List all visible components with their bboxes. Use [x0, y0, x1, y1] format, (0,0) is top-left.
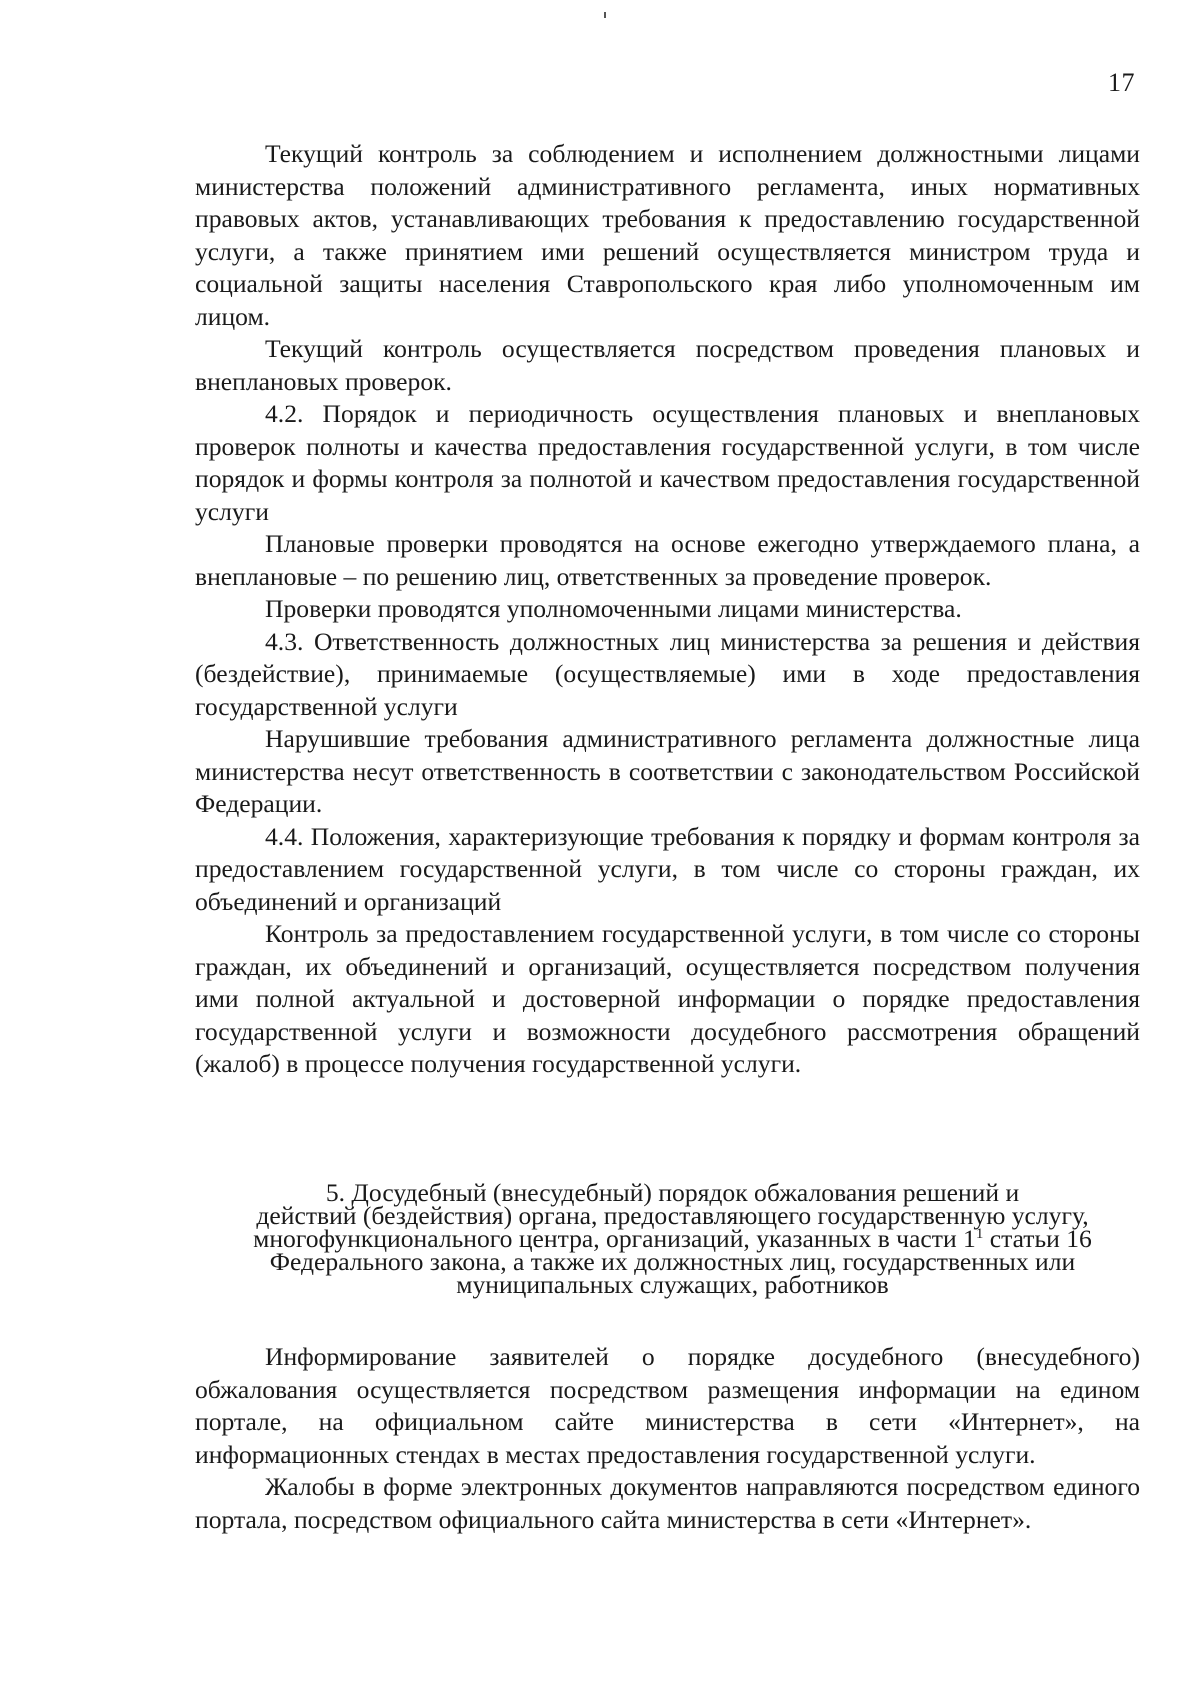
subsection-4-2-title: 4.2. Порядок и периодичность осуществления плановых и внеплановых проверок полноты и качества предоставления государственной услуги, в том числе порядок и формы контроля за полнотой и качеством предоставления государственной услуги: [195, 399, 1140, 526]
paragraph: Нарушившие требования административного регламента должностные лица министерства несут ответственность в соответствии с законодательством Российской Федерации.: [195, 724, 1140, 818]
superscript: 1: [975, 1226, 984, 1242]
heading-line-text: многофункционального центра, организаций, указанных в части 1: [253, 1224, 976, 1253]
subsection-4-3-title: 4.3. Ответственность должностных лиц министерства за решения и действия (бездействие), принимаемые (осуществляемые) ими в ходе предоставления государственной услуги: [195, 626, 1140, 721]
section-5-heading: [195, 1178, 1150, 1299]
heading-line: 5. Досудебный (внесудебный) порядок обжалования решений и: [325, 1178, 1020, 1207]
paragraph: Жалобы в форме электронных документов направляются посредством единого портала, посредством официального сайта министерства в сети «Интернет».: [195, 1472, 1140, 1534]
heading-line: муниципальных служащих, работников: [456, 1270, 889, 1299]
section-5-body: [195, 1341, 1140, 1536]
subsection-4-4-title: 4.4. Положения, характеризующие требования к порядку и формам контроля за предоставлением государственной услуги, в том числе со стороны граждан, их объединений и организаций: [195, 821, 1140, 916]
paragraph: Текущий контроль за соблюдением и исполнением должностными лицами министерства положений административного регламента, иных нормативных правовых актов, устанавливающих требования к предоставлению государственной услуги, а также принятием ими решений осуществляется министром труда и социальной защиты населения Ставропольского края либо уполномоченным им лицом.: [195, 139, 1140, 331]
paragraph: Текущий контроль осуществляется посредством проведения плановых и внеплановых проверок.: [195, 334, 1140, 396]
section-4-body: [195, 138, 1140, 1081]
paragraph: Информирование заявителей о порядке досудебного (внесудебного) обжалования осуществляется посредством размещения информации на едином портале, на официальном сайте министерства в сети «Интернет», на информационных стендах в местах предоставления государственной услуги.: [195, 1342, 1140, 1469]
heading-line: Федерального закона, а также их должностных лиц, государственных или: [269, 1247, 1076, 1276]
paragraph: Контроль за предоставлением государственной услуги, в том числе со стороны граждан, их объединений и организаций, осуществляется посредством получения ими полной актуальной и достоверной информации о порядке предоставления государственной услуги и возможности досудебного рассмотрения обращений (жалоб) в процессе получения государственной услуги.: [195, 919, 1140, 1078]
scan-speck: [604, 12, 606, 18]
heading-line: действий (бездействия) органа, предоставляющего государственную услугу,: [256, 1201, 1089, 1230]
paragraph: Плановые проверки проводятся на основе ежегодно утверждаемого плана, а внеплановые – по решению лиц, ответственных за проведение проверок.: [195, 529, 1140, 591]
page-number: 17: [1108, 68, 1135, 97]
paragraph: Проверки проводятся уполномоченными лицами министерства.: [265, 594, 962, 623]
heading-line-text: статьи 16: [983, 1224, 1092, 1253]
